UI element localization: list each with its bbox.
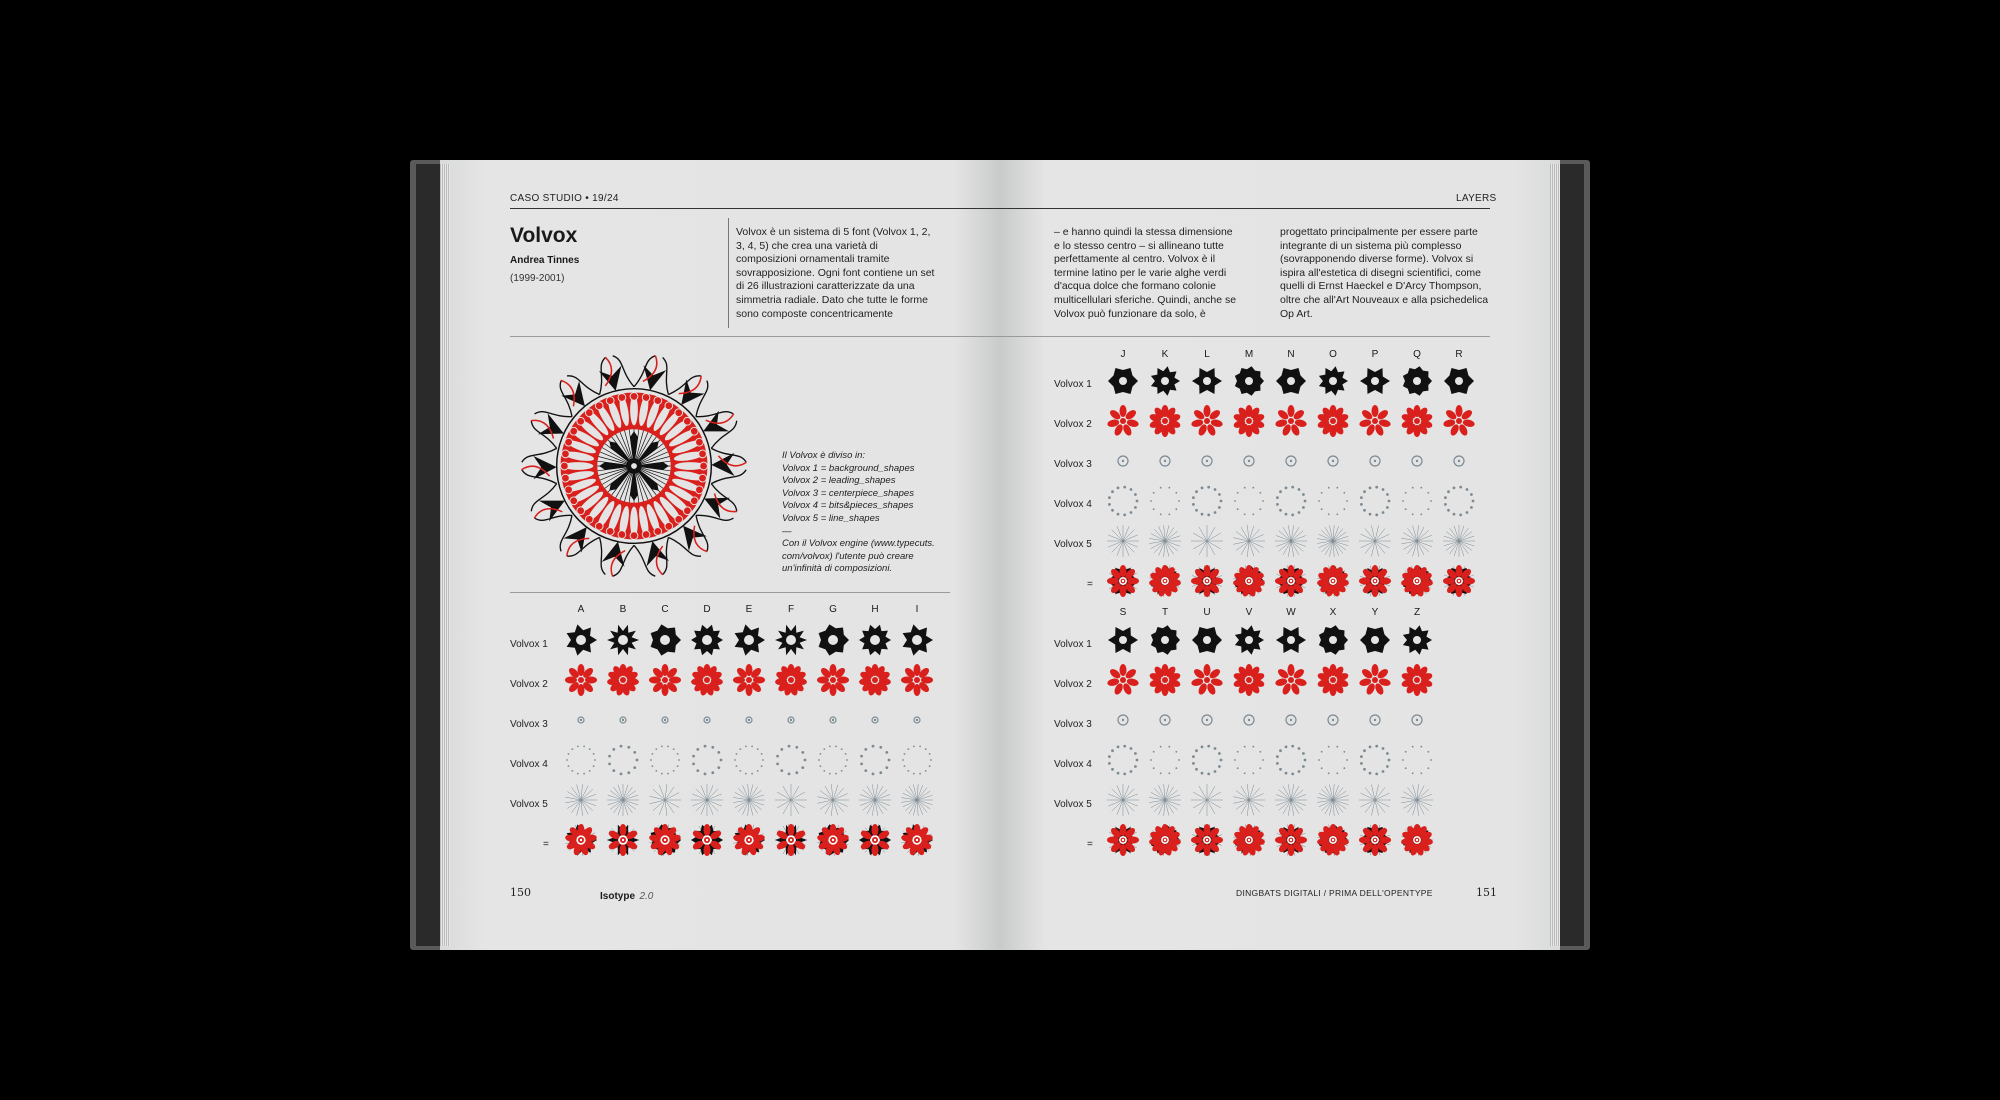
note-line: com/volvox) l'utente può creare <box>782 550 914 562</box>
volvox-4-glyph <box>900 743 934 777</box>
volvox-1-glyph <box>1274 623 1308 657</box>
row-label-volvox-2: Volvox 2 <box>1054 679 1092 690</box>
letters-row-left <box>560 604 938 615</box>
letter-label: K <box>1161 349 1169 360</box>
volvox-2-glyph <box>774 663 808 697</box>
volvox-1-glyph <box>1148 364 1182 398</box>
combined-glyph <box>1274 564 1308 598</box>
glyph-grid-s-z <box>1102 620 1438 860</box>
volvox-5-glyph <box>1274 524 1308 558</box>
volvox-5-glyph <box>690 783 724 817</box>
volvox-1-glyph <box>564 623 598 657</box>
left-page-stack <box>440 164 450 946</box>
row-label-volvox-5: Volvox 5 <box>510 799 548 810</box>
combined-glyph <box>1190 564 1224 598</box>
intro-column-2: – e hanno quindi la stessa dimensione e lo stesso centro – si allineano tutte perfettamente al centro. Volvox è il termine latino per le varie alghe verdi d'acqua dolce che formano colonie multicellulari sferiche. Quindi, anche se Volvox può funzionare da solo, è <box>1054 226 1237 320</box>
section-rule-grid <box>510 592 950 593</box>
volvox-3-glyph <box>774 703 808 737</box>
combined-glyph <box>816 823 850 857</box>
combined-glyph <box>774 823 808 857</box>
letter-label: M <box>1244 349 1254 360</box>
combined-glyph <box>1232 564 1266 598</box>
letters-row-right-top <box>1102 349 1480 360</box>
volvox-1-glyph <box>1232 364 1266 398</box>
running-header-left: CASO STUDIO • 19/24 <box>510 193 619 204</box>
volvox-1-glyph <box>1400 623 1434 657</box>
combined-glyph <box>1400 823 1434 857</box>
note-line: Volvox 5 = line_shapes <box>782 512 880 524</box>
note-line: — <box>782 525 792 537</box>
running-footer-right: DINGBATS DIGITALI / PRIMA DELL'OPENTYPE <box>1236 888 1433 898</box>
letter-label: I <box>915 604 919 615</box>
combined-glyph <box>1106 564 1140 598</box>
volvox-1-glyph <box>774 623 808 657</box>
combined-glyph <box>648 823 682 857</box>
row-label-combined: = <box>1087 579 1093 590</box>
volvox-2-glyph <box>1400 404 1434 438</box>
combined-glyph <box>732 823 766 857</box>
volvox-3-glyph <box>648 703 682 737</box>
letter-label: O <box>1329 349 1337 360</box>
row-label-volvox-4: Volvox 4 <box>510 759 548 770</box>
volvox-2-glyph <box>564 663 598 697</box>
volvox-5-glyph <box>1148 524 1182 558</box>
volvox-3-glyph <box>1358 703 1392 737</box>
volvox-5-glyph <box>1190 783 1224 817</box>
row-label-volvox-1: Volvox 1 <box>1054 639 1092 650</box>
volvox-4-glyph <box>1274 484 1308 518</box>
volvox-3-glyph <box>1400 444 1434 478</box>
volvox-4-glyph <box>1274 743 1308 777</box>
page-number-left: 150 <box>510 886 531 899</box>
volvox-1-glyph <box>900 623 934 657</box>
volvox-5-glyph <box>648 783 682 817</box>
volvox-3-glyph <box>1274 703 1308 737</box>
volvox-2-glyph <box>900 663 934 697</box>
volvox-1-glyph <box>1190 364 1224 398</box>
volvox-3-glyph <box>564 703 598 737</box>
letter-label: H <box>871 604 879 615</box>
section-rule-right <box>1000 336 1490 337</box>
volvox-3-glyph <box>690 703 724 737</box>
letter-label: G <box>829 604 837 615</box>
letter-label: Q <box>1413 349 1421 360</box>
letter-label: S <box>1119 607 1127 618</box>
letter-label: W <box>1286 607 1296 618</box>
volvox-5-glyph <box>816 783 850 817</box>
volvox-1-glyph <box>1316 364 1350 398</box>
volvox-1-glyph <box>1148 623 1182 657</box>
volvox-1-glyph <box>1358 623 1392 657</box>
volvox-1-glyph <box>1232 623 1266 657</box>
combined-glyph <box>1316 564 1350 598</box>
volvox-5-glyph <box>1106 524 1140 558</box>
combined-glyph <box>606 823 640 857</box>
volvox-4-glyph <box>606 743 640 777</box>
volvox-3-glyph <box>732 703 766 737</box>
volvox-3-glyph <box>1316 444 1350 478</box>
column-divider <box>728 218 729 328</box>
volvox-2-glyph <box>1274 404 1308 438</box>
row-label-volvox-4: Volvox 4 <box>1054 499 1092 510</box>
brand-version: 2.0 <box>639 891 654 902</box>
volvox-2-glyph <box>690 663 724 697</box>
volvox-2-glyph <box>732 663 766 697</box>
combined-glyph <box>1274 823 1308 857</box>
volvox-1-glyph <box>1400 364 1434 398</box>
volvox-3-glyph <box>1190 703 1224 737</box>
volvox-5-glyph <box>1148 783 1182 817</box>
note-line: Il Volvox è diviso in: <box>782 450 866 461</box>
row-label-combined: = <box>1087 839 1093 850</box>
volvox-5-glyph <box>1190 524 1224 558</box>
row-label-volvox-2: Volvox 2 <box>510 679 548 690</box>
letter-label: U <box>1203 607 1211 618</box>
letter-label: J <box>1120 349 1126 360</box>
row-label-volvox-2: Volvox 2 <box>1054 419 1092 430</box>
row-label-volvox-1: Volvox 1 <box>1054 379 1092 390</box>
volvox-4-glyph <box>1358 743 1392 777</box>
volvox-1-glyph <box>648 623 682 657</box>
volvox-4-glyph <box>1106 484 1140 518</box>
volvox-2-glyph <box>1358 404 1392 438</box>
combined-glyph <box>1148 564 1182 598</box>
letter-label: F <box>787 604 795 615</box>
volvox-hero-illustration <box>518 350 750 582</box>
volvox-2-glyph <box>1148 404 1182 438</box>
page-number-right: 151 <box>1476 886 1497 899</box>
row-label-volvox-3: Volvox 3 <box>1054 719 1092 730</box>
volvox-4-glyph <box>648 743 682 777</box>
page-title: Volvox <box>510 224 578 247</box>
row-label-volvox-5: Volvox 5 <box>1054 799 1092 810</box>
volvox-2-glyph <box>1316 663 1350 697</box>
letter-label: X <box>1329 607 1337 618</box>
intro-column-1: Volvox è un sistema di 5 font (Volvox 1, 2, 3, 4, 5) che crea una varietà di composizioni ornamentali tramite sovrapposizione. Ogni font contiene un set di 26 illustrazioni caratterizzate da una simmetria radiale. Dato che tutte le forme sono composte concentricamente <box>736 226 935 320</box>
volvox-4-glyph <box>1190 743 1224 777</box>
volvox-2-glyph <box>1106 404 1140 438</box>
combined-glyph <box>1190 823 1224 857</box>
volvox-4-glyph <box>1106 743 1140 777</box>
volvox-1-glyph <box>1106 623 1140 657</box>
combined-glyph <box>1148 823 1182 857</box>
letter-label: E <box>745 604 753 615</box>
volvox-3-glyph <box>1232 444 1266 478</box>
volvox-4-glyph <box>816 743 850 777</box>
volvox-5-glyph <box>774 783 808 817</box>
volvox-5-glyph <box>606 783 640 817</box>
volvox-3-glyph <box>1400 703 1434 737</box>
volvox-2-glyph <box>1400 663 1434 697</box>
volvox-3-glyph <box>1316 703 1350 737</box>
brand-bold: Isotype <box>600 891 636 902</box>
volvox-3-glyph <box>1442 444 1476 478</box>
volvox-3-glyph <box>1274 444 1308 478</box>
volvox-2-glyph <box>1274 663 1308 697</box>
volvox-2-glyph <box>1190 404 1224 438</box>
volvox-1-glyph <box>1316 623 1350 657</box>
volvox-5-glyph <box>1106 783 1140 817</box>
note-line: Volvox 2 = leading_shapes <box>782 475 896 487</box>
volvox-2-glyph <box>1358 663 1392 697</box>
volvox-4-glyph <box>1358 484 1392 518</box>
combined-glyph <box>1358 564 1392 598</box>
volvox-5-glyph <box>1358 524 1392 558</box>
volvox-2-glyph <box>1106 663 1140 697</box>
volvox-3-glyph <box>1106 703 1140 737</box>
volvox-4-glyph <box>564 743 598 777</box>
volvox-5-glyph <box>1442 524 1476 558</box>
letter-label: V <box>1245 607 1253 618</box>
volvox-legend-note <box>782 450 982 576</box>
combined-glyph <box>1358 823 1392 857</box>
volvox-1-glyph <box>858 623 892 657</box>
book-edge-right <box>1560 164 1584 946</box>
combined-glyph <box>900 823 934 857</box>
row-label-volvox-4: Volvox 4 <box>1054 759 1092 770</box>
volvox-5-glyph <box>1400 783 1434 817</box>
years: (1999-2001) <box>510 273 565 284</box>
volvox-2-glyph <box>816 663 850 697</box>
volvox-5-glyph <box>1232 783 1266 817</box>
volvox-1-glyph <box>690 623 724 657</box>
letter-label: C <box>661 604 669 615</box>
volvox-2-glyph <box>1232 404 1266 438</box>
volvox-4-glyph <box>1148 743 1182 777</box>
volvox-2-glyph <box>1148 663 1182 697</box>
letter-label: A <box>577 604 585 615</box>
letter-label: D <box>703 604 711 615</box>
volvox-4-glyph <box>1232 484 1266 518</box>
volvox-2-glyph <box>648 663 682 697</box>
letters-row-right-bottom <box>1102 607 1438 618</box>
volvox-4-glyph <box>690 743 724 777</box>
glyph-grid-a-i <box>560 620 938 860</box>
row-label-volvox-5: Volvox 5 <box>1054 539 1092 550</box>
row-label-volvox-3: Volvox 3 <box>1054 459 1092 470</box>
header-rule-left <box>510 208 1000 209</box>
letter-label: T <box>1161 607 1169 618</box>
volvox-1-glyph <box>1190 623 1224 657</box>
volvox-5-glyph <box>732 783 766 817</box>
glyph-grid-j-r <box>1102 361 1480 601</box>
volvox-3-glyph <box>1148 444 1182 478</box>
letter-label: Z <box>1413 607 1421 618</box>
header-rule-right <box>1000 208 1490 209</box>
note-line: Volvox 1 = background_shapes <box>782 462 915 474</box>
volvox-4-glyph <box>1190 484 1224 518</box>
volvox-2-glyph <box>1442 404 1476 438</box>
volvox-1-glyph <box>816 623 850 657</box>
volvox-4-glyph <box>1148 484 1182 518</box>
volvox-5-glyph <box>858 783 892 817</box>
book-brand <box>600 886 653 904</box>
combined-glyph <box>1400 564 1434 598</box>
note-line: Volvox 4 = bits&pieces_shapes <box>782 500 914 512</box>
volvox-3-glyph <box>1148 703 1182 737</box>
volvox-5-glyph <box>1316 783 1350 817</box>
volvox-3-glyph <box>900 703 934 737</box>
note-line: Con il Volvox engine (www.typecuts. <box>782 538 935 550</box>
note-line: Volvox 3 = centerpiece_shapes <box>782 487 914 499</box>
volvox-5-glyph <box>1358 783 1392 817</box>
volvox-5-glyph <box>900 783 934 817</box>
volvox-5-glyph <box>1274 783 1308 817</box>
letter-label: P <box>1371 349 1379 360</box>
combined-glyph <box>564 823 598 857</box>
volvox-4-glyph <box>774 743 808 777</box>
volvox-2-glyph <box>606 663 640 697</box>
volvox-1-glyph <box>606 623 640 657</box>
combined-glyph <box>1232 823 1266 857</box>
volvox-2-glyph <box>858 663 892 697</box>
row-label-volvox-3: Volvox 3 <box>510 719 548 730</box>
volvox-5-glyph <box>564 783 598 817</box>
volvox-5-glyph <box>1316 524 1350 558</box>
volvox-4-glyph <box>732 743 766 777</box>
volvox-3-glyph <box>606 703 640 737</box>
volvox-1-glyph <box>1106 364 1140 398</box>
author-name: Andrea Tinnes <box>510 255 580 266</box>
section-rule-left <box>510 336 1000 337</box>
intro-column-3: progettato principalmente per essere parte integrante di un sistema più complesso (sovrapponendo diverse forme). Volvox si ispira all'estetica di disegni scientifici, come quelli di Ernst Haeckel e D'Arcy Thompson, oltre che all'Art Nouveaux e alla psichedelica Op Art. <box>1280 226 1489 320</box>
volvox-4-glyph <box>1400 484 1434 518</box>
volvox-4-glyph <box>1232 743 1266 777</box>
volvox-1-glyph <box>1442 364 1476 398</box>
volvox-4-glyph <box>1316 484 1350 518</box>
note-line: un'infinità di composizioni. <box>782 563 893 575</box>
volvox-1-glyph <box>1358 364 1392 398</box>
row-label-volvox-1: Volvox 1 <box>510 639 548 650</box>
combined-glyph <box>690 823 724 857</box>
volvox-4-glyph <box>1442 484 1476 518</box>
volvox-3-glyph <box>1358 444 1392 478</box>
volvox-3-glyph <box>858 703 892 737</box>
combined-glyph <box>1316 823 1350 857</box>
volvox-4-glyph <box>1316 743 1350 777</box>
row-label-combined: = <box>543 839 549 850</box>
volvox-1-glyph <box>732 623 766 657</box>
volvox-4-glyph <box>858 743 892 777</box>
volvox-1-glyph <box>1274 364 1308 398</box>
volvox-5-glyph <box>1232 524 1266 558</box>
volvox-2-glyph <box>1316 404 1350 438</box>
letter-label: Y <box>1371 607 1379 618</box>
volvox-3-glyph <box>1190 444 1224 478</box>
volvox-4-glyph <box>1400 743 1434 777</box>
right-page-stack <box>1550 164 1560 946</box>
letter-label: R <box>1455 349 1463 360</box>
volvox-3-glyph <box>1232 703 1266 737</box>
running-header-right: LAYERS <box>1456 193 1497 204</box>
volvox-3-glyph <box>1106 444 1140 478</box>
book-edge-left <box>416 164 440 946</box>
combined-glyph <box>1106 823 1140 857</box>
volvox-3-glyph <box>816 703 850 737</box>
letter-label: L <box>1204 349 1210 360</box>
volvox-2-glyph <box>1190 663 1224 697</box>
combined-glyph <box>1442 564 1476 598</box>
letter-label: B <box>619 604 627 615</box>
letter-label: N <box>1287 349 1295 360</box>
volvox-5-glyph <box>1400 524 1434 558</box>
volvox-2-glyph <box>1232 663 1266 697</box>
combined-glyph <box>858 823 892 857</box>
